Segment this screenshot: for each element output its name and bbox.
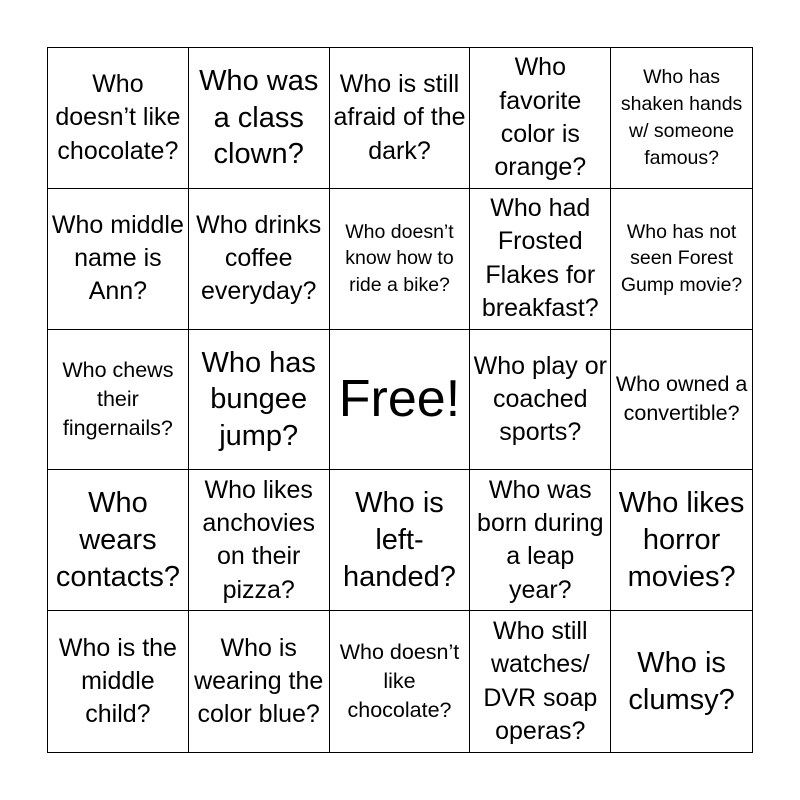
bingo-cell-r2c3: [330, 189, 471, 330]
bingo-cell-text: Who is clumsy?: [628, 647, 735, 716]
bingo-cell-r1c2: [189, 48, 330, 189]
bingo-cell-text: Who play or coached sports?: [473, 351, 607, 447]
bingo-cell-text: Who drinks coffee everyday?: [196, 210, 322, 306]
bingo-cell-r2c1: [48, 189, 189, 330]
bingo-cell-text: Who doesn’t know how to ride a bike?: [345, 220, 454, 297]
bingo-cell-r1c4: [470, 48, 611, 189]
bingo-cell-text: Who still watches/ DVR soap operas?: [483, 617, 598, 745]
bingo-cell-text: Who is still afraid of the dark?: [333, 70, 466, 165]
bingo-cell-r2c4: [470, 189, 611, 330]
bingo-cell-text: Who is wearing the color blue?: [194, 633, 324, 729]
bingo-cell-text: Who favorite color is orange?: [494, 53, 587, 182]
bingo-cell-r1c3: [330, 48, 471, 189]
bingo-cell-text: Who is left-handed?: [343, 487, 456, 593]
bingo-cell-r4c3: [330, 470, 471, 611]
bingo-cell-text: Who has not seen Forest Gump movie?: [620, 220, 743, 297]
bingo-cell-r3c5: [611, 330, 752, 471]
bingo-cell-text: Who is the middle child?: [58, 633, 177, 729]
bingo-cell-text: Who likes horror movies?: [618, 487, 745, 593]
bingo-cell-text: Who was a class clown?: [199, 65, 319, 171]
bingo-cell-text: Who owned a convertible?: [615, 372, 748, 426]
bingo-cell-r5c5: [611, 611, 752, 752]
bingo-cell-r1c1: [48, 48, 189, 189]
bingo-cell-r5c2: [189, 611, 330, 752]
bingo-cell-r2c2: [189, 189, 330, 330]
bingo-cell-r5c4: [470, 611, 611, 752]
bingo-cell-r4c4: [470, 470, 611, 611]
bingo-cell-r4c1: [48, 470, 189, 611]
bingo-board: [47, 47, 753, 753]
bingo-cell-text: Who has bungee jump?: [201, 346, 316, 452]
free-space-label: Free!: [338, 370, 461, 429]
bingo-cell-text: Who chews their fingernails?: [62, 357, 174, 441]
bingo-cell-r1c5: [611, 48, 752, 189]
bingo-cell-r3c4: [470, 330, 611, 471]
bingo-cell-r5c1: [48, 611, 189, 752]
bingo-cell-r3c1: [48, 330, 189, 471]
bingo-cell-r3c2: [189, 330, 330, 471]
bingo-cell-text: Who has shaken hands w/ someone famous?: [620, 66, 743, 169]
bingo-cell-r4c5: [611, 470, 752, 611]
bingo-cell-text: Who wears contacts?: [55, 487, 180, 593]
bingo-cell-r4c2: [189, 470, 330, 611]
bingo-cell-text: Who had Frosted Flakes for breakfast?: [481, 194, 599, 322]
bingo-cell-r2c5: [611, 189, 752, 330]
bingo-cell-text: Who doesn’t like chocolate?: [339, 639, 460, 723]
bingo-cell-text: Who doesn’t like chocolate?: [55, 70, 181, 165]
bingo-cell-text: Who was born during a leap year?: [477, 475, 604, 604]
bingo-cell-free: [330, 330, 471, 471]
bingo-cell-text: Who middle name is Ann?: [51, 210, 184, 306]
bingo-cell-text: Who likes anchovies on their pizza?: [202, 475, 315, 604]
bingo-cell-r5c3: [330, 611, 471, 752]
